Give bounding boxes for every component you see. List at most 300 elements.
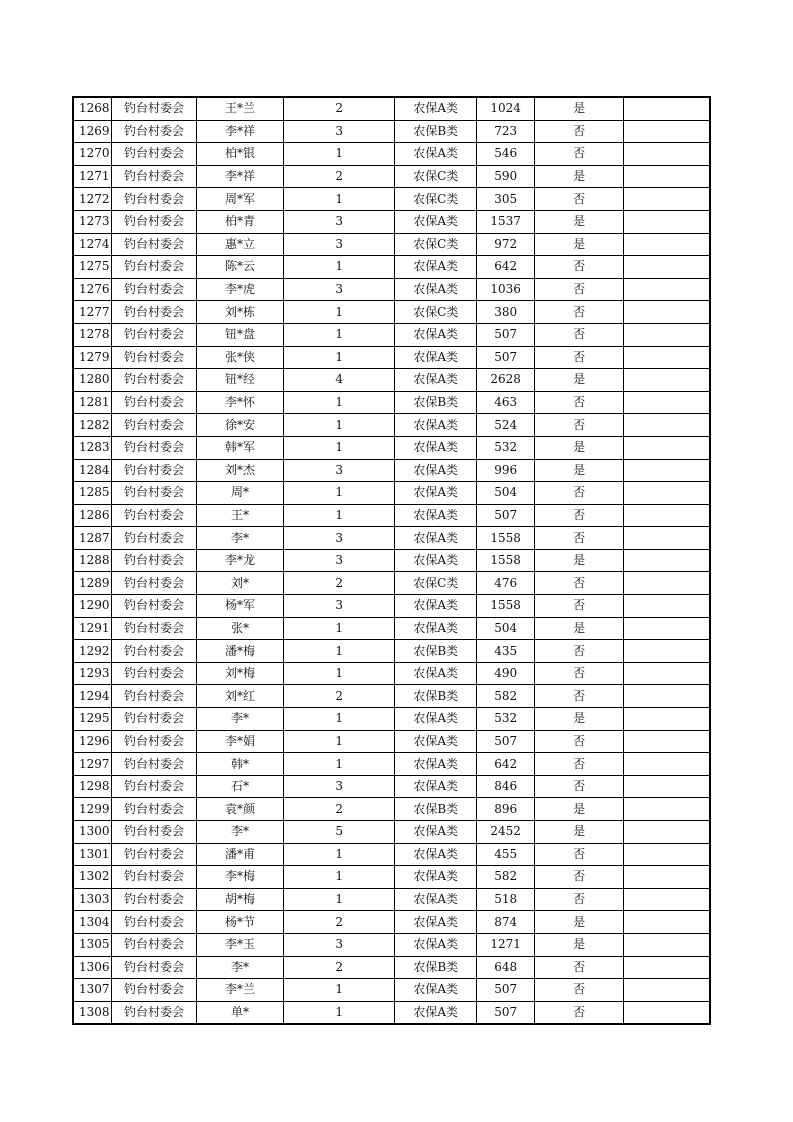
flag-cell: 否 bbox=[535, 143, 624, 166]
flag-cell: 否 bbox=[535, 775, 624, 798]
insurance-type-cell: 农保A类 bbox=[395, 753, 477, 776]
table-body bbox=[73, 97, 710, 1024]
village-committee-cell: 钓台村委会 bbox=[111, 233, 197, 256]
table-row bbox=[73, 414, 710, 437]
insurance-type-cell: 农保A类 bbox=[395, 617, 477, 640]
name-cell: 李*龙 bbox=[197, 549, 284, 572]
household-size-cell: 2 bbox=[283, 911, 395, 934]
row-number-cell: 1302 bbox=[73, 866, 111, 889]
household-size-cell: 5 bbox=[283, 821, 395, 844]
amount-cell: 518 bbox=[476, 888, 534, 911]
village-committee-cell: 钓台村委会 bbox=[111, 685, 197, 708]
insurance-type-cell: 农保C类 bbox=[395, 188, 477, 211]
flag-cell: 是 bbox=[535, 97, 624, 120]
table-row bbox=[73, 233, 710, 256]
remarks-cell bbox=[623, 301, 710, 324]
table-row bbox=[73, 572, 710, 595]
remarks-cell bbox=[623, 391, 710, 414]
flag-cell: 否 bbox=[535, 956, 624, 979]
household-size-cell: 1 bbox=[283, 708, 395, 731]
insurance-type-cell: 农保A类 bbox=[395, 595, 477, 618]
flag-cell: 否 bbox=[535, 323, 624, 346]
village-committee-cell: 钓台村委会 bbox=[111, 278, 197, 301]
remarks-cell bbox=[623, 798, 710, 821]
flag-cell: 否 bbox=[535, 730, 624, 753]
name-cell: 刘*红 bbox=[197, 685, 284, 708]
flag-cell: 否 bbox=[535, 685, 624, 708]
remarks-cell bbox=[623, 730, 710, 753]
remarks-cell bbox=[623, 188, 710, 211]
remarks-cell bbox=[623, 165, 710, 188]
flag-cell: 否 bbox=[535, 504, 624, 527]
table-row bbox=[73, 504, 710, 527]
insurance-type-cell: 农保B类 bbox=[395, 640, 477, 663]
name-cell: 王*兰 bbox=[197, 97, 284, 120]
remarks-cell bbox=[623, 685, 710, 708]
table-row bbox=[73, 301, 710, 324]
name-cell: 王* bbox=[197, 504, 284, 527]
name-cell: 陈*云 bbox=[197, 256, 284, 279]
flag-cell: 否 bbox=[535, 888, 624, 911]
remarks-cell bbox=[623, 346, 710, 369]
table-row bbox=[73, 1001, 710, 1024]
name-cell: 韩*军 bbox=[197, 436, 284, 459]
insurance-type-cell: 农保A类 bbox=[395, 436, 477, 459]
name-cell: 韩* bbox=[197, 753, 284, 776]
table-row bbox=[73, 730, 710, 753]
insurance-type-cell: 农保A类 bbox=[395, 821, 477, 844]
remarks-cell bbox=[623, 821, 710, 844]
household-size-cell: 3 bbox=[283, 933, 395, 956]
table-row bbox=[73, 278, 710, 301]
household-size-cell: 2 bbox=[283, 798, 395, 821]
row-number-cell: 1307 bbox=[73, 979, 111, 1002]
flag-cell: 否 bbox=[535, 843, 624, 866]
household-size-cell: 1 bbox=[283, 1001, 395, 1024]
name-cell: 李*梅 bbox=[197, 866, 284, 889]
flag-cell: 否 bbox=[535, 979, 624, 1002]
remarks-cell bbox=[623, 143, 710, 166]
row-number-cell: 1288 bbox=[73, 549, 111, 572]
name-cell: 李*玉 bbox=[197, 933, 284, 956]
name-cell: 徐*安 bbox=[197, 414, 284, 437]
amount-cell: 896 bbox=[476, 798, 534, 821]
insurance-type-cell: 农保B类 bbox=[395, 956, 477, 979]
village-committee-cell: 钓台村委会 bbox=[111, 595, 197, 618]
name-cell: 李* bbox=[197, 527, 284, 550]
table-row bbox=[73, 549, 710, 572]
remarks-cell bbox=[623, 504, 710, 527]
name-cell: 潘*甫 bbox=[197, 843, 284, 866]
amount-cell: 582 bbox=[476, 866, 534, 889]
remarks-cell bbox=[623, 956, 710, 979]
amount-cell: 648 bbox=[476, 956, 534, 979]
remarks-cell bbox=[623, 617, 710, 640]
row-number-cell: 1284 bbox=[73, 459, 111, 482]
amount-cell: 723 bbox=[476, 120, 534, 143]
remarks-cell bbox=[623, 595, 710, 618]
row-number-cell: 1280 bbox=[73, 369, 111, 392]
table-row bbox=[73, 210, 710, 233]
remarks-cell bbox=[623, 640, 710, 663]
flag-cell: 否 bbox=[535, 120, 624, 143]
flag-cell: 否 bbox=[535, 482, 624, 505]
insurance-type-cell: 农保C类 bbox=[395, 233, 477, 256]
name-cell: 钮*盘 bbox=[197, 323, 284, 346]
flag-cell: 否 bbox=[535, 640, 624, 663]
insurance-type-cell: 农保A类 bbox=[395, 708, 477, 731]
village-committee-cell: 钓台村委会 bbox=[111, 391, 197, 414]
table-row bbox=[73, 143, 710, 166]
insurance-type-cell: 农保A类 bbox=[395, 97, 477, 120]
household-size-cell: 2 bbox=[283, 97, 395, 120]
name-cell: 刘*杰 bbox=[197, 459, 284, 482]
village-committee-cell: 钓台村委会 bbox=[111, 730, 197, 753]
flag-cell: 否 bbox=[535, 188, 624, 211]
flag-cell: 否 bbox=[535, 753, 624, 776]
village-committee-cell: 钓台村委会 bbox=[111, 527, 197, 550]
amount-cell: 380 bbox=[476, 301, 534, 324]
insurance-type-cell: 农保A类 bbox=[395, 549, 477, 572]
insurance-type-cell: 农保B类 bbox=[395, 120, 477, 143]
table-row bbox=[73, 165, 710, 188]
row-number-cell: 1283 bbox=[73, 436, 111, 459]
row-number-cell: 1278 bbox=[73, 323, 111, 346]
insurance-type-cell: 农保A类 bbox=[395, 482, 477, 505]
insurance-type-cell: 农保B类 bbox=[395, 798, 477, 821]
household-size-cell: 1 bbox=[283, 730, 395, 753]
remarks-cell bbox=[623, 278, 710, 301]
name-cell: 单* bbox=[197, 1001, 284, 1024]
flag-cell: 否 bbox=[535, 414, 624, 437]
row-number-cell: 1298 bbox=[73, 775, 111, 798]
name-cell: 李* bbox=[197, 956, 284, 979]
flag-cell: 是 bbox=[535, 436, 624, 459]
village-committee-cell: 钓台村委会 bbox=[111, 256, 197, 279]
row-number-cell: 1276 bbox=[73, 278, 111, 301]
name-cell: 李* bbox=[197, 708, 284, 731]
household-size-cell: 2 bbox=[283, 572, 395, 595]
amount-cell: 642 bbox=[476, 256, 534, 279]
name-cell: 袁*颜 bbox=[197, 798, 284, 821]
flag-cell: 是 bbox=[535, 369, 624, 392]
flag-cell: 否 bbox=[535, 662, 624, 685]
amount-cell: 590 bbox=[476, 165, 534, 188]
table-row bbox=[73, 482, 710, 505]
table-row bbox=[73, 640, 710, 663]
amount-cell: 546 bbox=[476, 143, 534, 166]
name-cell: 李*娟 bbox=[197, 730, 284, 753]
row-number-cell: 1290 bbox=[73, 595, 111, 618]
table-row bbox=[73, 821, 710, 844]
household-size-cell: 1 bbox=[283, 866, 395, 889]
village-committee-cell: 钓台村委会 bbox=[111, 572, 197, 595]
amount-cell: 1558 bbox=[476, 527, 534, 550]
village-committee-cell: 钓台村委会 bbox=[111, 369, 197, 392]
name-cell: 李* bbox=[197, 821, 284, 844]
flag-cell: 是 bbox=[535, 165, 624, 188]
table-row bbox=[73, 662, 710, 685]
village-committee-cell: 钓台村委会 bbox=[111, 188, 197, 211]
household-size-cell: 1 bbox=[283, 188, 395, 211]
village-committee-cell: 钓台村委会 bbox=[111, 888, 197, 911]
insurance-type-cell: 农保A类 bbox=[395, 346, 477, 369]
table-row bbox=[73, 323, 710, 346]
remarks-cell bbox=[623, 888, 710, 911]
amount-cell: 642 bbox=[476, 753, 534, 776]
household-size-cell: 1 bbox=[283, 753, 395, 776]
row-number-cell: 1281 bbox=[73, 391, 111, 414]
household-size-cell: 1 bbox=[283, 888, 395, 911]
flag-cell: 是 bbox=[535, 210, 624, 233]
remarks-cell bbox=[623, 482, 710, 505]
village-committee-cell: 钓台村委会 bbox=[111, 323, 197, 346]
remarks-cell bbox=[623, 866, 710, 889]
row-number-cell: 1285 bbox=[73, 482, 111, 505]
amount-cell: 463 bbox=[476, 391, 534, 414]
remarks-cell bbox=[623, 459, 710, 482]
table-row bbox=[73, 459, 710, 482]
name-cell: 李*虎 bbox=[197, 278, 284, 301]
name-cell: 周* bbox=[197, 482, 284, 505]
household-size-cell: 3 bbox=[283, 210, 395, 233]
insurance-type-cell: 农保A类 bbox=[395, 414, 477, 437]
insurance-type-cell: 农保A类 bbox=[395, 911, 477, 934]
table-row bbox=[73, 595, 710, 618]
row-number-cell: 1277 bbox=[73, 301, 111, 324]
flag-cell: 否 bbox=[535, 301, 624, 324]
table-row bbox=[73, 843, 710, 866]
name-cell: 刘* bbox=[197, 572, 284, 595]
remarks-cell bbox=[623, 256, 710, 279]
table-row bbox=[73, 933, 710, 956]
remarks-cell bbox=[623, 979, 710, 1002]
name-cell: 周*军 bbox=[197, 188, 284, 211]
amount-cell: 1537 bbox=[476, 210, 534, 233]
household-size-cell: 1 bbox=[283, 256, 395, 279]
household-size-cell: 4 bbox=[283, 369, 395, 392]
village-committee-cell: 钓台村委会 bbox=[111, 775, 197, 798]
household-size-cell: 1 bbox=[283, 414, 395, 437]
amount-cell: 846 bbox=[476, 775, 534, 798]
household-size-cell: 1 bbox=[283, 143, 395, 166]
insurance-type-cell: 农保A类 bbox=[395, 323, 477, 346]
name-cell: 钮*经 bbox=[197, 369, 284, 392]
amount-cell: 996 bbox=[476, 459, 534, 482]
insurance-type-cell: 农保A类 bbox=[395, 866, 477, 889]
amount-cell: 532 bbox=[476, 436, 534, 459]
table-row bbox=[73, 866, 710, 889]
row-number-cell: 1271 bbox=[73, 165, 111, 188]
village-committee-cell: 钓台村委会 bbox=[111, 143, 197, 166]
household-size-cell: 1 bbox=[283, 662, 395, 685]
village-committee-cell: 钓台村委会 bbox=[111, 821, 197, 844]
household-size-cell: 2 bbox=[283, 956, 395, 979]
household-size-cell: 1 bbox=[283, 979, 395, 1002]
name-cell: 柏*银 bbox=[197, 143, 284, 166]
household-size-cell: 2 bbox=[283, 165, 395, 188]
flag-cell: 是 bbox=[535, 549, 624, 572]
row-number-cell: 1295 bbox=[73, 708, 111, 731]
remarks-cell bbox=[623, 414, 710, 437]
household-size-cell: 2 bbox=[283, 685, 395, 708]
insurance-type-cell: 农保A类 bbox=[395, 662, 477, 685]
name-cell: 张* bbox=[197, 617, 284, 640]
amount-cell: 2452 bbox=[476, 821, 534, 844]
remarks-cell bbox=[623, 843, 710, 866]
village-committee-cell: 钓台村委会 bbox=[111, 843, 197, 866]
household-size-cell: 3 bbox=[283, 120, 395, 143]
household-size-cell: 3 bbox=[283, 278, 395, 301]
flag-cell: 是 bbox=[535, 911, 624, 934]
flag-cell: 否 bbox=[535, 256, 624, 279]
name-cell: 胡*梅 bbox=[197, 888, 284, 911]
village-committee-cell: 钓台村委会 bbox=[111, 640, 197, 663]
table-row bbox=[73, 256, 710, 279]
table-row bbox=[73, 775, 710, 798]
row-number-cell: 1306 bbox=[73, 956, 111, 979]
insurance-type-cell: 农保A类 bbox=[395, 933, 477, 956]
amount-cell: 524 bbox=[476, 414, 534, 437]
remarks-cell bbox=[623, 120, 710, 143]
insurance-type-cell: 农保A类 bbox=[395, 459, 477, 482]
flag-cell: 是 bbox=[535, 933, 624, 956]
name-cell: 刘*梅 bbox=[197, 662, 284, 685]
insurance-type-cell: 农保A类 bbox=[395, 979, 477, 1002]
row-number-cell: 1274 bbox=[73, 233, 111, 256]
household-size-cell: 1 bbox=[283, 391, 395, 414]
village-committee-cell: 钓台村委会 bbox=[111, 436, 197, 459]
village-committee-cell: 钓台村委会 bbox=[111, 549, 197, 572]
amount-cell: 1558 bbox=[476, 549, 534, 572]
village-committee-cell: 钓台村委会 bbox=[111, 120, 197, 143]
table-row bbox=[73, 956, 710, 979]
row-number-cell: 1296 bbox=[73, 730, 111, 753]
remarks-cell bbox=[623, 662, 710, 685]
amount-cell: 435 bbox=[476, 640, 534, 663]
flag-cell: 否 bbox=[535, 1001, 624, 1024]
remarks-cell bbox=[623, 323, 710, 346]
household-size-cell: 3 bbox=[283, 595, 395, 618]
row-number-cell: 1286 bbox=[73, 504, 111, 527]
row-number-cell: 1268 bbox=[73, 97, 111, 120]
row-number-cell: 1270 bbox=[73, 143, 111, 166]
table-row bbox=[73, 888, 710, 911]
household-size-cell: 1 bbox=[283, 504, 395, 527]
village-committee-cell: 钓台村委会 bbox=[111, 866, 197, 889]
table-row bbox=[73, 391, 710, 414]
household-size-cell: 3 bbox=[283, 549, 395, 572]
row-number-cell: 1287 bbox=[73, 527, 111, 550]
row-number-cell: 1294 bbox=[73, 685, 111, 708]
name-cell: 刘*栋 bbox=[197, 301, 284, 324]
name-cell: 柏*青 bbox=[197, 210, 284, 233]
household-size-cell: 1 bbox=[283, 843, 395, 866]
name-cell: 李*怀 bbox=[197, 391, 284, 414]
village-committee-cell: 钓台村委会 bbox=[111, 482, 197, 505]
flag-cell: 否 bbox=[535, 595, 624, 618]
household-size-cell: 3 bbox=[283, 459, 395, 482]
flag-cell: 否 bbox=[535, 866, 624, 889]
table-row bbox=[73, 617, 710, 640]
table-row bbox=[73, 798, 710, 821]
remarks-cell bbox=[623, 775, 710, 798]
table-row bbox=[73, 436, 710, 459]
village-committee-cell: 钓台村委会 bbox=[111, 979, 197, 1002]
village-committee-cell: 钓台村委会 bbox=[111, 504, 197, 527]
insurance-type-cell: 农保C类 bbox=[395, 165, 477, 188]
row-number-cell: 1305 bbox=[73, 933, 111, 956]
amount-cell: 476 bbox=[476, 572, 534, 595]
row-number-cell: 1272 bbox=[73, 188, 111, 211]
name-cell: 李*兰 bbox=[197, 979, 284, 1002]
row-number-cell: 1292 bbox=[73, 640, 111, 663]
row-number-cell: 1273 bbox=[73, 210, 111, 233]
flag-cell: 是 bbox=[535, 798, 624, 821]
village-committee-cell: 钓台村委会 bbox=[111, 911, 197, 934]
household-size-cell: 3 bbox=[283, 775, 395, 798]
remarks-cell bbox=[623, 369, 710, 392]
name-cell: 惠*立 bbox=[197, 233, 284, 256]
flag-cell: 否 bbox=[535, 391, 624, 414]
remarks-cell bbox=[623, 436, 710, 459]
name-cell: 张*侠 bbox=[197, 346, 284, 369]
insurance-type-cell: 农保A类 bbox=[395, 256, 477, 279]
insurance-type-cell: 农保C类 bbox=[395, 572, 477, 595]
remarks-cell bbox=[623, 911, 710, 934]
household-size-cell: 1 bbox=[283, 346, 395, 369]
amount-cell: 874 bbox=[476, 911, 534, 934]
household-size-cell: 1 bbox=[283, 640, 395, 663]
flag-cell: 是 bbox=[535, 233, 624, 256]
village-committee-cell: 钓台村委会 bbox=[111, 346, 197, 369]
amount-cell: 972 bbox=[476, 233, 534, 256]
row-number-cell: 1293 bbox=[73, 662, 111, 685]
insurance-type-cell: 农保B类 bbox=[395, 685, 477, 708]
row-number-cell: 1282 bbox=[73, 414, 111, 437]
amount-cell: 507 bbox=[476, 346, 534, 369]
village-committee-cell: 钓台村委会 bbox=[111, 753, 197, 776]
name-cell: 杨*节 bbox=[197, 911, 284, 934]
household-size-cell: 1 bbox=[283, 617, 395, 640]
flag-cell: 是 bbox=[535, 708, 624, 731]
village-committee-cell: 钓台村委会 bbox=[111, 210, 197, 233]
amount-cell: 1024 bbox=[476, 97, 534, 120]
row-number-cell: 1304 bbox=[73, 911, 111, 934]
table-row bbox=[73, 979, 710, 1002]
village-committee-cell: 钓台村委会 bbox=[111, 1001, 197, 1024]
insurance-type-cell: 农保A类 bbox=[395, 730, 477, 753]
amount-cell: 1271 bbox=[476, 933, 534, 956]
household-size-cell: 3 bbox=[283, 233, 395, 256]
row-number-cell: 1289 bbox=[73, 572, 111, 595]
insurance-type-cell: 农保A类 bbox=[395, 143, 477, 166]
table-row bbox=[73, 685, 710, 708]
household-size-cell: 3 bbox=[283, 527, 395, 550]
remarks-cell bbox=[623, 1001, 710, 1024]
amount-cell: 504 bbox=[476, 482, 534, 505]
village-committee-cell: 钓台村委会 bbox=[111, 708, 197, 731]
household-size-cell: 1 bbox=[283, 301, 395, 324]
table-row bbox=[73, 369, 710, 392]
village-committee-cell: 钓台村委会 bbox=[111, 165, 197, 188]
flag-cell: 否 bbox=[535, 572, 624, 595]
flag-cell: 是 bbox=[535, 821, 624, 844]
amount-cell: 455 bbox=[476, 843, 534, 866]
remarks-cell bbox=[623, 97, 710, 120]
insurance-type-cell: 农保A类 bbox=[395, 888, 477, 911]
row-number-cell: 1301 bbox=[73, 843, 111, 866]
